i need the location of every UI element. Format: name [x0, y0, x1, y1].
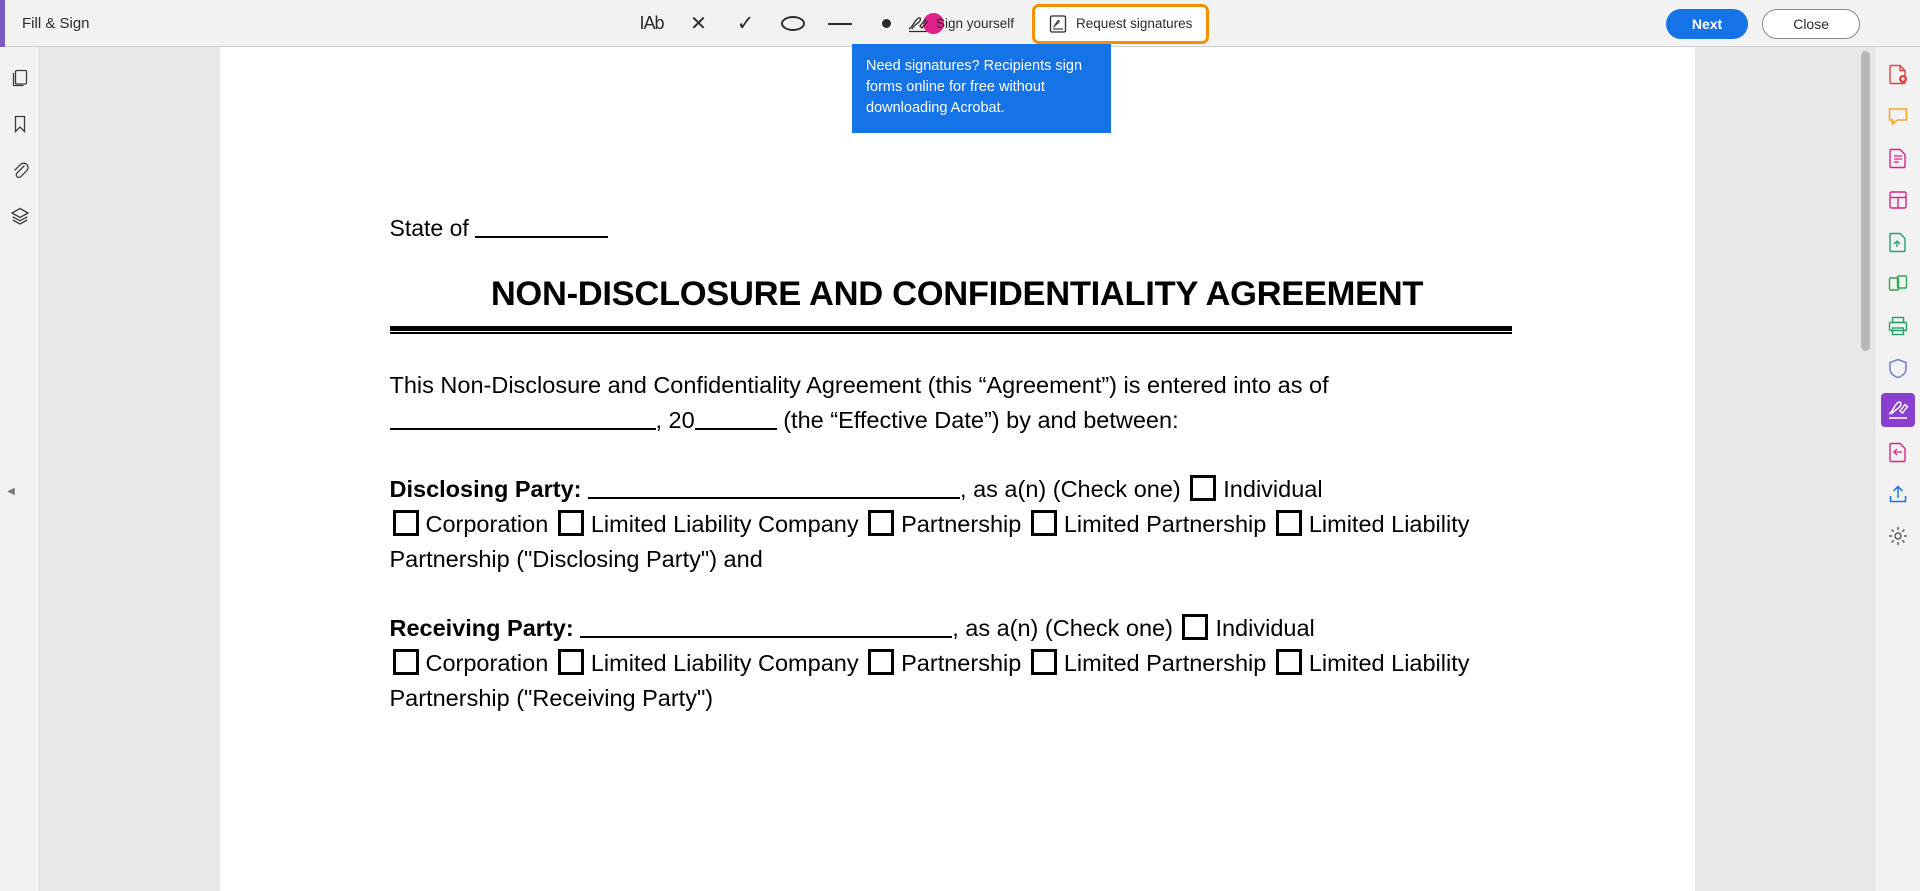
receiving-party-suffix: ("Receiving Party") [516, 685, 714, 711]
cross-mark-icon: ✕ [690, 13, 707, 35]
left-navigation-rail [0, 47, 40, 891]
checkmark-tool-button[interactable] [722, 0, 769, 47]
line-icon [828, 23, 852, 25]
disclosing-party-suffix: ("Disclosing Party") and [516, 546, 763, 572]
scrollbar-thumb[interactable] [1861, 51, 1870, 351]
dot-icon [882, 19, 891, 28]
page-thumbnails-icon[interactable] [5, 63, 35, 93]
check-mark-icon: ✓ [736, 12, 755, 35]
toolbar-title: Fill & Sign [22, 14, 90, 32]
checkbox-receiving-limited-partnership[interactable] [1031, 649, 1057, 675]
receiving-party-label: Receiving Party: [389, 615, 574, 641]
protect-icon[interactable] [1881, 351, 1915, 385]
receiving-party-block [390, 611, 1525, 716]
export-pdf-icon[interactable] [1881, 57, 1915, 91]
sign-yourself-button[interactable] [898, 7, 1024, 40]
checkbox-disclosing-corporation[interactable] [393, 510, 419, 536]
checkbox-disclosing-llp[interactable] [1276, 510, 1302, 536]
effective-date-blank[interactable] [390, 410, 656, 430]
checkbox-receiving-partnership[interactable] [868, 649, 894, 675]
receiving-check-one: , as a(n) (Check one) [952, 615, 1173, 641]
request-signatures-tooltip: Need signatures? Recipients sign forms online for free without downloading Acrobat. [852, 44, 1111, 133]
request-signatures-button[interactable] [1032, 4, 1209, 44]
comment-icon[interactable] [1881, 99, 1915, 133]
more-tools-icon[interactable] [1881, 519, 1915, 553]
document-viewport [40, 47, 1874, 891]
checkbox-disclosing-llc[interactable] [558, 510, 584, 536]
pdf-page [220, 47, 1695, 891]
state-of-label: State of [389, 215, 469, 241]
compress-pdf-icon[interactable] [1881, 435, 1915, 469]
close-button[interactable]: Close [1762, 9, 1860, 39]
sign-yourself-label: Sign yourself [936, 16, 1015, 31]
receiving-party-line-1 [390, 611, 1525, 646]
intro-line-1: This Non-Disclosure and Confidentiality Agreement (this “Agreement”) is entered into as of [389, 372, 1329, 398]
intro-line-2-end: (the “Effective Date”) by and between: [783, 407, 1179, 433]
receiving-option-limited-partnership: Limited Partnership [1063, 650, 1267, 676]
fill-sign-icon[interactable] [1881, 393, 1915, 427]
disclosing-party-line-2 [390, 507, 1525, 577]
request-signatures-icon [1049, 15, 1067, 33]
disclosing-option-llp: Limited Liability Partnership [389, 511, 1470, 572]
print-icon[interactable] [1881, 309, 1915, 343]
receiving-option-corporation: Corporation [425, 650, 549, 676]
intro-line-2 [390, 403, 1525, 438]
intro-paragraph [390, 368, 1525, 438]
tools-rail [1874, 47, 1920, 891]
attachment-icon[interactable] [5, 155, 35, 185]
line-tool-button[interactable] [816, 0, 863, 47]
disclosing-check-one: , as a(n) (Check one) [960, 476, 1181, 502]
organize-pages-icon[interactable] [1881, 183, 1915, 217]
disclosing-option-partnership: Partnership [901, 511, 1022, 537]
request-signatures-label: Request signatures [1076, 16, 1193, 31]
receiving-party-name-blank[interactable] [580, 618, 952, 638]
main-body [0, 47, 1920, 891]
ellipse-tool-button[interactable] [769, 0, 816, 47]
vertical-scrollbar[interactable] [1861, 51, 1870, 887]
disclosing-option-corporation: Corporation [425, 511, 549, 537]
disclosing-party-block [390, 472, 1525, 577]
disclosing-option-limited-partnership: Limited Partnership [1063, 511, 1267, 537]
state-blank-field[interactable] [475, 218, 608, 238]
edit-pdf-icon[interactable] [1881, 141, 1915, 175]
checkbox-disclosing-partnership[interactable] [868, 510, 894, 536]
disclosing-party-name-blank[interactable] [588, 479, 960, 499]
checkbox-disclosing-individual[interactable] [1190, 475, 1216, 501]
receiving-option-partnership: Partnership [901, 650, 1022, 676]
checkbox-receiving-llp[interactable] [1276, 649, 1302, 675]
disclosing-party-label: Disclosing Party: [389, 476, 582, 502]
disclosing-option-llc: Limited Liability Company [590, 511, 859, 537]
receiving-option-llp: Limited Liability Partnership [389, 650, 1470, 711]
share-icon[interactable] [1881, 477, 1915, 511]
bookmark-icon[interactable] [5, 109, 35, 139]
disclosing-option-individual: Individual [1223, 476, 1323, 502]
create-pdf-icon[interactable] [1881, 225, 1915, 259]
checkbox-receiving-individual[interactable] [1182, 614, 1208, 640]
text-tool-icon: IAb [639, 13, 664, 33]
text-tool-button[interactable] [628, 0, 675, 47]
receiving-option-llc: Limited Liability Company [590, 650, 859, 676]
pen-signature-icon [908, 15, 928, 33]
receiving-party-line-2 [390, 646, 1525, 716]
toolbar-accent-bar [0, 0, 5, 47]
next-button[interactable]: Next [1666, 9, 1748, 39]
combine-files-icon[interactable] [1881, 267, 1915, 301]
collapse-rail-button[interactable]: ◀ [7, 485, 15, 497]
checkbox-receiving-corporation[interactable] [393, 649, 419, 675]
document-title: NON-DISCLOSURE AND CONFIDENTIALITY AGREEMENT [490, 275, 1424, 313]
fill-sign-toolbar [0, 0, 1920, 47]
signature-actions [898, 0, 1209, 47]
intro-line-2-mid: , 20 [655, 407, 695, 433]
ellipse-icon [781, 16, 805, 31]
checkbox-disclosing-limited-partnership[interactable] [1031, 510, 1057, 536]
title-divider [390, 326, 1512, 334]
year-blank[interactable] [695, 410, 777, 430]
checkbox-receiving-llc[interactable] [558, 649, 584, 675]
cross-tool-button[interactable] [675, 0, 722, 47]
layers-icon[interactable] [5, 201, 35, 231]
disclosing-party-line-1 [390, 472, 1525, 507]
toolbar-right-actions [1666, 0, 1860, 47]
receiving-option-individual: Individual [1215, 615, 1315, 641]
